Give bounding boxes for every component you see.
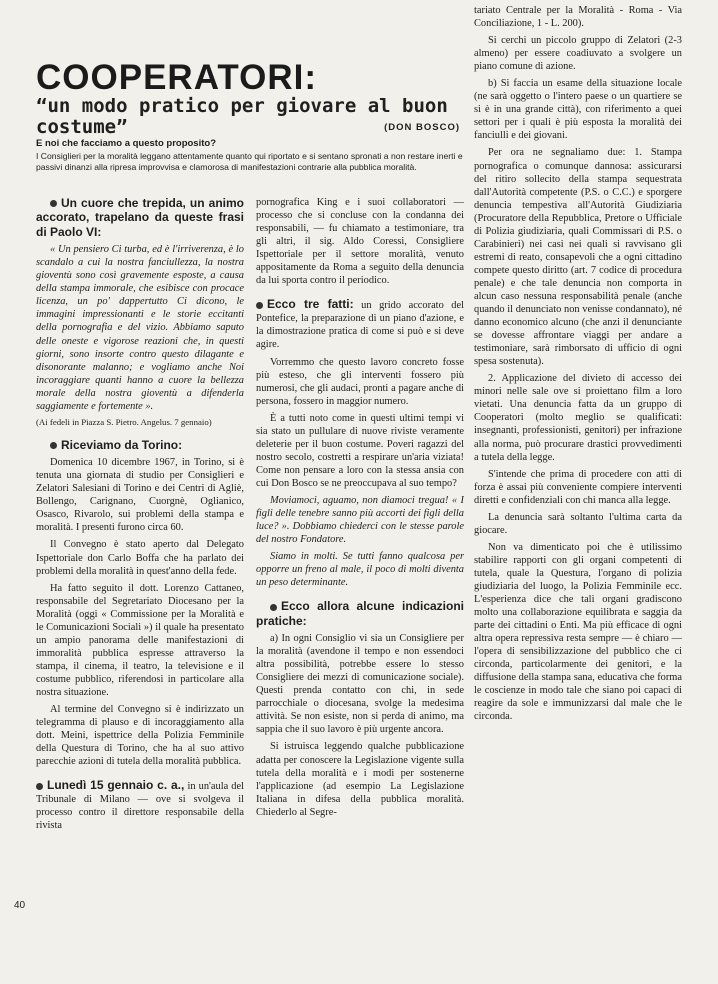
paragraph: a) In ogni Consiglio vi sia un Consigliere per la moralità (avendone il tempo e non essendoci altra possibilità, potrebbe essere lo stesso Consigliere dei mezzi di comunicazione sociale). Questi prenda contatto con chi, in sede parrocchiale o diocesana, svolge la medesima attività. Se non esiste, non si perda di animo, ma sappia che il suo lavoro è più urgente ancora. xyxy=(256,633,464,736)
column-3 xyxy=(474,0,682,939)
paragraph: Ha fatto seguito il dott. Lorenzo Cattaneo, responsabile del Segretariato Diocesano per la Moralità (oggi « Commissione per la Moralità e le Comunicazioni Sociali ») il quale ha presentato un ampio panorama delle manifestazioni di immoralità pubblica espresse attraverso la stampa, il cinema, il teatro, la televisione e il costume pubblico, riferendosi in particolare alla nostra situazione. xyxy=(36,582,244,698)
paragraph: Per ora ne segnaliamo due: 1. Stampa pornografica o comunque dannosa: assicurarsi del ritiro sollecito della stampa sequestrata dall'Autorità competente (P.S. o C.C.) e sporgere denuncia tempestiva all'Autorità Giudiziaria (Procuratore della Repubblica, Pretore o Ufficiale di Polizia giudiziaria, quali Commissari di P.S. o Carabinieri) nei casi nei quali si ravvisano gli estremi di reato, consapevoli che a ogni cittadino compete questo diritto (art. 7 codice di procedura penale) e che tale denuncia non comporta in alcun caso nessuna responsabilità penale (anche quando il denunciato non venisse condannato), né danno economico alcuno (che anzi il denunciante se dovesse affrontare viaggi per andare a testimoniare, sarà rimborsato di ufficio di ogni spesa sostenuta). xyxy=(474,147,682,368)
paragraph: pornografica King e i suoi collaboratori — processo che si concluse con la condanna dei responsabili, — fu chiamato a testimoniare, tra gli altri, il sig. Aldo Coressi, Consigliere Ispettoriale per il settore moralità, venuto appositamente da Roma a seguito della denuncia da lui sporta contro il periodico. xyxy=(256,197,464,287)
section-heading: Riceviamo da Torino: xyxy=(36,438,244,452)
subtitle-quote: “un modo pratico per giovare al buon costume” xyxy=(36,95,448,138)
paragraph: Ecco tre fatti: un grido accorato del Pontefice, la preparazione di un piano d'azione, e la dimostrazione pratica di come si può e si deve agire. xyxy=(256,297,464,351)
intro-text: I Consiglieri per la moralità leggano attentamente quanto qui riportato e si sentano spronati a non restare inerti e passivi dinanzi alla ripresa improvvisa e clamorosa di manifestazioni contrarie alla pubblica moralità. xyxy=(36,151,463,172)
paragraph: Siamo in molti. Se tutti fanno qualcosa per opporre un freno al male, il poco di molti diventa un peso determinante. xyxy=(256,551,464,589)
column-2 xyxy=(256,196,464,916)
quote-citation: (Ai fedeli in Piazza S. Pietro. Angelus. 7 gennaio) xyxy=(36,416,212,427)
paragraph: Si istruisca leggendo qualche pubblicazione adatta per conoscere la Legislazione vigente sulla tutela della moralità e i modi per sostenerne l'applicazione (ad esempio La Legislazione Italiana in difesa della pubblica moralità. Chiederlo al Segre- xyxy=(256,741,464,818)
page-title: COOPERATORI: xyxy=(36,58,317,97)
paragraph: La denuncia sarà soltanto l'ultima carta da giocare. xyxy=(474,511,682,536)
paragraph: Moviamoci, aguamo, non diamoci tregua! « I figli delle tenebre sanno più accorti dei figli della luce? ». Dobbiamo chiederci con le stesse parole del nostro Fondatore. xyxy=(256,494,464,546)
bullet-icon xyxy=(50,442,57,449)
paragraph: Lunedì 15 gennaio c. a., in un'aula del Tribunale di Milano — ove si svolgeva il processo contro il direttore responsabile della rivista xyxy=(36,778,244,832)
papal-quote: « Un pensiero Ci turba, ed è l'irriverenza, è lo scandalo a cui la nostra fanciullezza, la nostra gioventù sono così gravemente esposte, a causa della stampa immorale, che esibisce con procace licenza, un po' dappertutto Ci dicono, le immagini impressionanti e le storie eccitanti della pornografia e del vizio. Abbiamo saputo delle oneste e vigorose reazioni che, in questi giorni, sono insorte contro questo dilagante e disonorante malanno; e vogliamo anche Noi incoraggiare quanti hanno a cuore la bellezza morale della nostra gioventù a difenderla saggiamente e fortemente ». xyxy=(36,244,244,412)
bullet-icon xyxy=(36,783,43,790)
page-number: 40 xyxy=(14,900,26,911)
column-1 xyxy=(36,196,244,916)
paragraph: S'intende che prima di procedere con atti di forza è assai più conveniente compiere interventi diretti e confidenziali con chi manca alla legge. xyxy=(474,468,682,506)
paragraph: Domenica 10 dicembre 1967, in Torino, si è tenuta una giornata di studio per Consiglieri e Zelatori Salesiani di Torino e dei Centri di Agliè, Bollengo, Carignano, Cuorgnè, Oglianico, Osasco, Rivarolo, sui problemi della stampa e moralità. I presenti furono circa 60. xyxy=(36,457,244,534)
paragraph: b) Si faccia un esame della situazione locale (ne sarà oggetto o l'intero paese o un quartiere se si è in una grande città), con riferimento a quei settori per i quali è più esposta la moralità dei fanciulli e dei giovani. xyxy=(474,78,682,142)
section-heading: Un cuore che trepida, un animo accorato, trapelano da queste frasi di Paolo VI: xyxy=(36,196,244,239)
bullet-icon xyxy=(270,604,277,611)
paragraph: Il Convegno è stato aperto dal Delegato Ispettoriale don Carlo Boffa che ha parlato dei problemi della moralità in quest'anno della fede. xyxy=(36,539,244,577)
paragraph: Si cerchi un piccolo gruppo di Zelatori (2-3 almeno) per essere coadiuvato a svolgere un piano comune di azione. xyxy=(474,35,682,73)
bullet-icon xyxy=(256,302,263,309)
paragraph: Al termine del Convegno si è indirizzato un telegramma di plauso e di incoraggiamento alla dott. Meini, ispettrice della Polizia Femminile della Questura di Torino, che ha al suo attivo parecchie azioni di tutela della moralità pubblica. xyxy=(36,704,244,768)
paragraph: È a tutti noto come in questi ultimi tempi vi sia stato un pullulare di nuove riviste veramente deleterie per il buon costume. Poveri ragazzi del nostro secolo, costretti a respirare un'aria viziata! Come non pensare a loro con la stessa ansia con cui Don Bosco se ne preoccupava al suo tempo? xyxy=(256,412,464,489)
bullet-icon xyxy=(50,200,57,207)
paragraph: tariato Centrale per la Moralità - Roma - Via Conciliazione, 1 - L. 200). xyxy=(474,5,682,30)
section-heading: Ecco allora alcune indicazioni pratiche: xyxy=(256,599,464,628)
intro-question: E noi che facciamo a questo proposito? xyxy=(36,138,216,149)
attribution: (DON BOSCO) xyxy=(384,122,460,133)
paragraph: 2. Applicazione del divieto di accesso dei minori nelle sale ove si proiettano film a loro vietati. Una denuncia fatta da un gruppo di Cooperatori (molto meglio se qualificati: insegnanti, professionisti, genitori) per infrazione alla norma, può procurare drastici provvedimenti a tutela della legge. xyxy=(474,373,682,463)
paragraph: Vorremmo che questo lavoro concreto fosse più esteso, che gli interventi fossero più numerosi, che gli audaci, pronti a pagare anche di persona, fossero in maggior numero. xyxy=(256,356,464,407)
paragraph: Non va dimenticato poi che è utilissimo stabilire rapporti con gli organi competenti di tutela, quale la Questura, l'organo di polizia giudiziaria del luogo, la Polizia Femminile ecc. L'esperienza dice che tali organi gradiscono molto una collaborazione equilibrata e saggia da parte dei cittadini o Enti. Ma più efficace di ogni altra opera repressiva resta sempre — è chiaro — l'opera di sensibilizzazione del pubblico che ci circonda, particolarmente dei genitori, e la diffusione della stampa sana, educativa che forma le coscienze in modo tale che siano poi capaci di reagire da sole e immunizzarsi dal male che le circonda. xyxy=(474,541,682,723)
